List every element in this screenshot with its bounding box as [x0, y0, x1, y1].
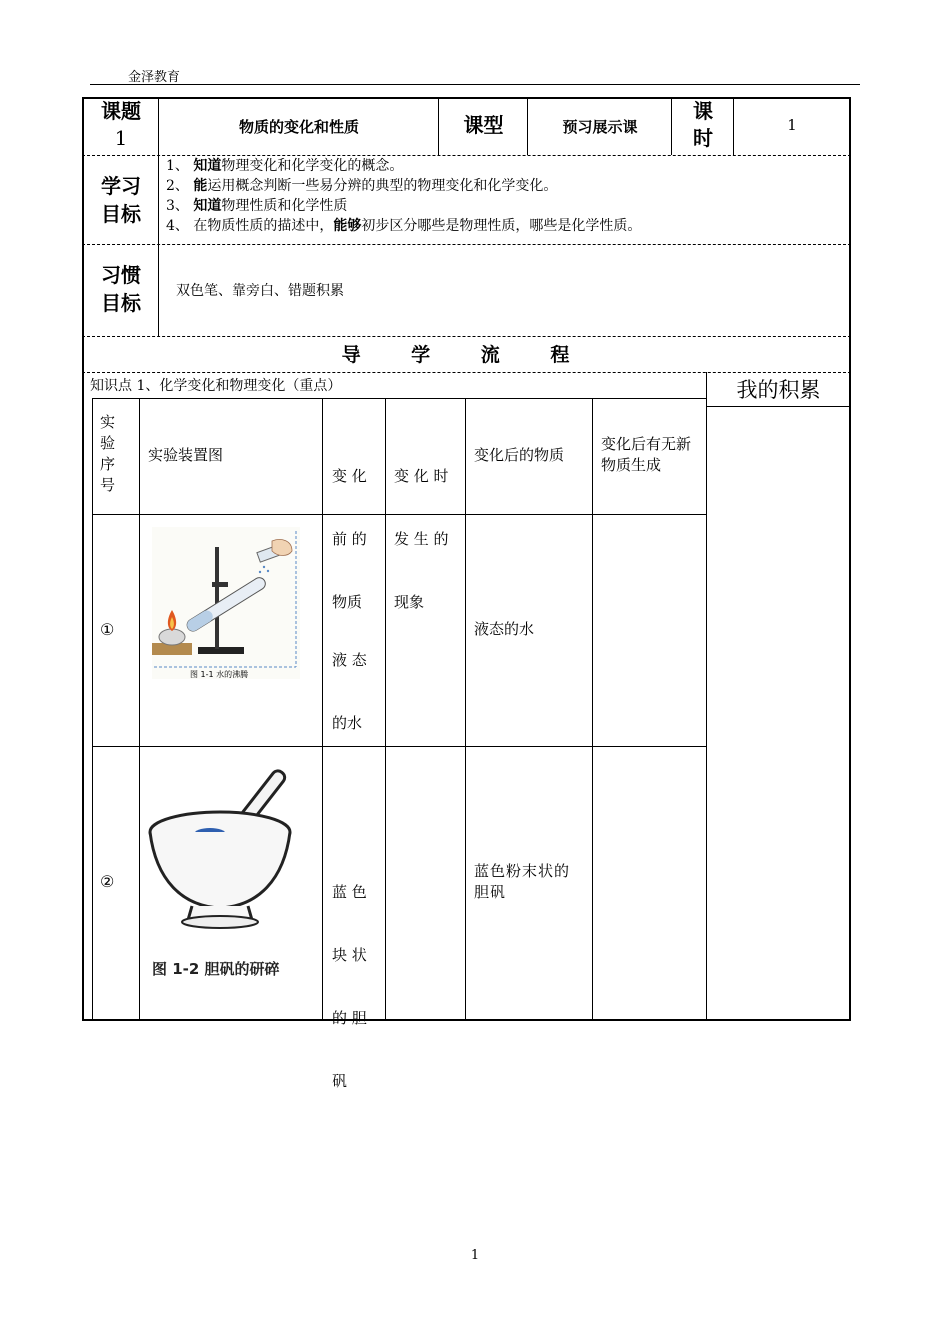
- divider: [706, 372, 707, 1021]
- divider: [671, 97, 672, 155]
- divider: [139, 398, 140, 1020]
- type-label: 课型: [463, 113, 504, 137]
- divider: [465, 398, 466, 1020]
- hours-label: 课 时: [693, 99, 713, 150]
- habits-label: 习惯 目标: [101, 263, 141, 315]
- divider: [527, 97, 528, 155]
- header-before: 变 化 前 的 物质: [332, 467, 367, 611]
- divider: [82, 372, 851, 373]
- header-rule: [90, 84, 860, 85]
- row1-after: 液态的水: [474, 620, 535, 638]
- header-seq: 实 验 序 号: [100, 413, 116, 494]
- header-apparatus: 实验装置图: [148, 446, 224, 464]
- divider: [92, 746, 706, 747]
- header-during: 变 化 时 发 生 的 现象: [394, 467, 449, 611]
- divider: [82, 336, 851, 337]
- topic-label: 课题 1: [101, 99, 141, 150]
- divider: [733, 97, 734, 155]
- header-after: 变化后的物质: [474, 446, 565, 464]
- flow-title: 导 学 流 程: [341, 344, 592, 366]
- goal-item: 2、 能运用概念判断一些易分辨的典型的物理变化和化学变化。: [166, 178, 558, 194]
- divider: [322, 398, 323, 1020]
- row2-after: 蓝色粉末状的 胆矾: [474, 862, 571, 901]
- boiling-water-illustration: [152, 527, 300, 679]
- goals-label: 学习 目标: [101, 174, 141, 226]
- goal-item: 4、 在物质性质的描述中，能够初步区分哪些是物理性质，哪些是化学性质。: [166, 218, 642, 234]
- type-value: 预习展示课: [562, 118, 638, 136]
- habits-text: 双色笔、靠旁白、错题积累: [176, 283, 344, 299]
- hours-value: 1: [787, 116, 797, 134]
- knowledge-title: 知识点 1、化学变化和物理变化（重点）: [90, 378, 342, 394]
- divider: [385, 398, 386, 1020]
- boiling-water-figure: [152, 527, 300, 679]
- divider: [158, 244, 159, 336]
- mortar-figure: [142, 760, 312, 985]
- divider: [592, 398, 593, 1020]
- goal-item: 1、 知道物理变化和化学变化的概念。: [166, 158, 404, 174]
- topic-value: 物质的变化和性质: [238, 118, 359, 136]
- my-notes-title: 我的积累: [736, 378, 821, 402]
- divider: [706, 406, 851, 407]
- row1-before: 液 态 的水: [332, 651, 367, 732]
- row2-seq: ②: [100, 872, 115, 891]
- mortar-pestle-illustration: [142, 760, 312, 985]
- header-org: 金泽教育: [128, 70, 181, 85]
- row2-before: 蓝 色 块 状 的 胆 矾: [332, 883, 367, 1090]
- divider: [82, 244, 851, 245]
- figure-caption: 图 1-1 水的沸腾: [190, 670, 249, 679]
- divider: [438, 97, 439, 155]
- header-new-substance: 变化后有无新 物质生成: [601, 435, 692, 474]
- row1-seq: ①: [100, 620, 115, 639]
- figure-caption: 图 1-2 胆矾的研碎: [152, 960, 280, 978]
- goal-item: 3、 知道物理性质和化学性质: [166, 198, 348, 214]
- divider: [92, 1019, 706, 1020]
- goals-list: [166, 156, 641, 236]
- page-number: 1: [470, 1248, 480, 1263]
- divider: [158, 97, 159, 245]
